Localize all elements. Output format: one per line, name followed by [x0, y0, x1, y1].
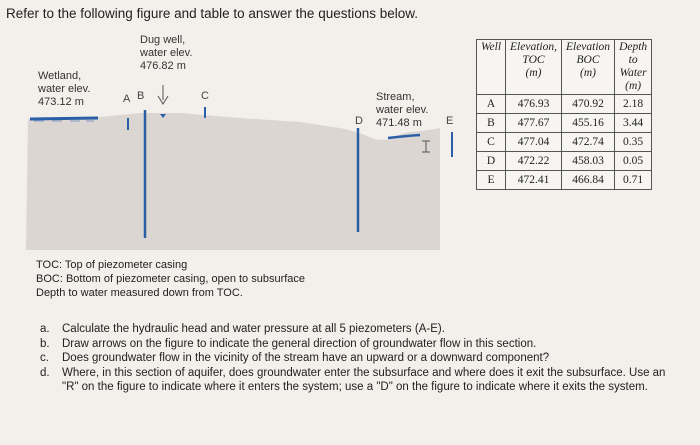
stream-label: Stream, water elev. 471.48 m: [376, 91, 429, 129]
well-letter-e: E: [446, 115, 454, 127]
well-letter-d: D: [355, 115, 363, 127]
header-well: Well: [477, 40, 506, 95]
cell-boc: 470.92: [561, 95, 614, 114]
cell-toc: 472.41: [506, 171, 562, 190]
question-letter: a.: [40, 323, 50, 335]
cell-well: D: [477, 152, 506, 171]
cell-depth: 3.44: [615, 114, 652, 133]
cell-toc: 472.22: [506, 152, 562, 171]
definition-toc: TOC: Top of piezometer casing: [36, 259, 188, 271]
question-item: [40, 322, 670, 337]
cell-toc: 477.67: [506, 114, 562, 133]
cell-depth: 2.18: [615, 95, 652, 114]
header-elevation-toc: Elevation, TOC (m): [506, 40, 562, 95]
cell-well: B: [477, 114, 506, 133]
cell-depth: 0.71: [615, 171, 652, 190]
question-item: [40, 337, 670, 352]
table-row: [477, 171, 652, 190]
cell-toc: 476.93: [506, 95, 562, 114]
definition-boc: BOC: Bottom of piezometer casing, open to subsurface: [36, 273, 306, 285]
cell-boc: 472.74: [561, 133, 614, 152]
header-elevation-boc: Elevation BOC (m): [561, 40, 614, 95]
definition-depth: Depth to water measured down from TOC.: [36, 287, 243, 299]
header-depth-to-water: Depth to Water (m): [615, 40, 652, 95]
wetland-label: Wetland, water elev. 473.12 m: [38, 70, 91, 108]
table-header-row: [477, 40, 652, 95]
well-letter-b: B: [137, 90, 145, 102]
question-text: Draw arrows on the figure to indicate the general direction of groundwater flow in this section.: [62, 337, 537, 350]
cell-boc: 455.16: [561, 114, 614, 133]
question-letter: d.: [40, 366, 50, 379]
dug-well-label: Dug well, water elev. 476.82 m: [140, 34, 193, 72]
cell-well: C: [477, 133, 506, 152]
piezometer-table: [476, 39, 652, 190]
definitions-legend: [36, 258, 305, 300]
question-item: [40, 366, 670, 395]
table-row: [477, 152, 652, 171]
table-row: [477, 133, 652, 152]
question-item: [40, 351, 670, 366]
wetland-water: [30, 118, 98, 119]
page-heading: Refer to the following figure and table to answer the questions below.: [6, 6, 419, 21]
cell-boc: 466.84: [561, 171, 614, 190]
table-row: [477, 95, 652, 114]
cell-depth: 0.05: [615, 152, 652, 171]
question-text: Calculate the hydraulic head and water pressure at all 5 piezometers (A-E).: [62, 323, 445, 335]
well-letter-c: C: [201, 90, 209, 102]
question-text: Does groundwater flow in the vicinity of the stream have an upward or a downward component?: [62, 352, 550, 364]
cell-toc: 477.04: [506, 133, 562, 152]
question-letter: b.: [40, 337, 50, 350]
cell-boc: 458.03: [561, 152, 614, 171]
well-letter-a: A: [123, 93, 131, 105]
question-letter: c.: [40, 352, 49, 364]
table-row: [477, 114, 652, 133]
cell-depth: 0.35: [615, 133, 652, 152]
question-text: Where, in this section of aquifer, does groundwater enter the subsurface and where does it exit the subsurface. Use an "R" on the figure to indicate where it enters the system; use a "D" on the figure to indicate where it exits the system.: [62, 366, 666, 393]
cell-well: A: [477, 95, 506, 114]
aquifer-cross-section: [26, 113, 440, 250]
cell-well: E: [477, 171, 506, 190]
question-list: [40, 322, 670, 395]
